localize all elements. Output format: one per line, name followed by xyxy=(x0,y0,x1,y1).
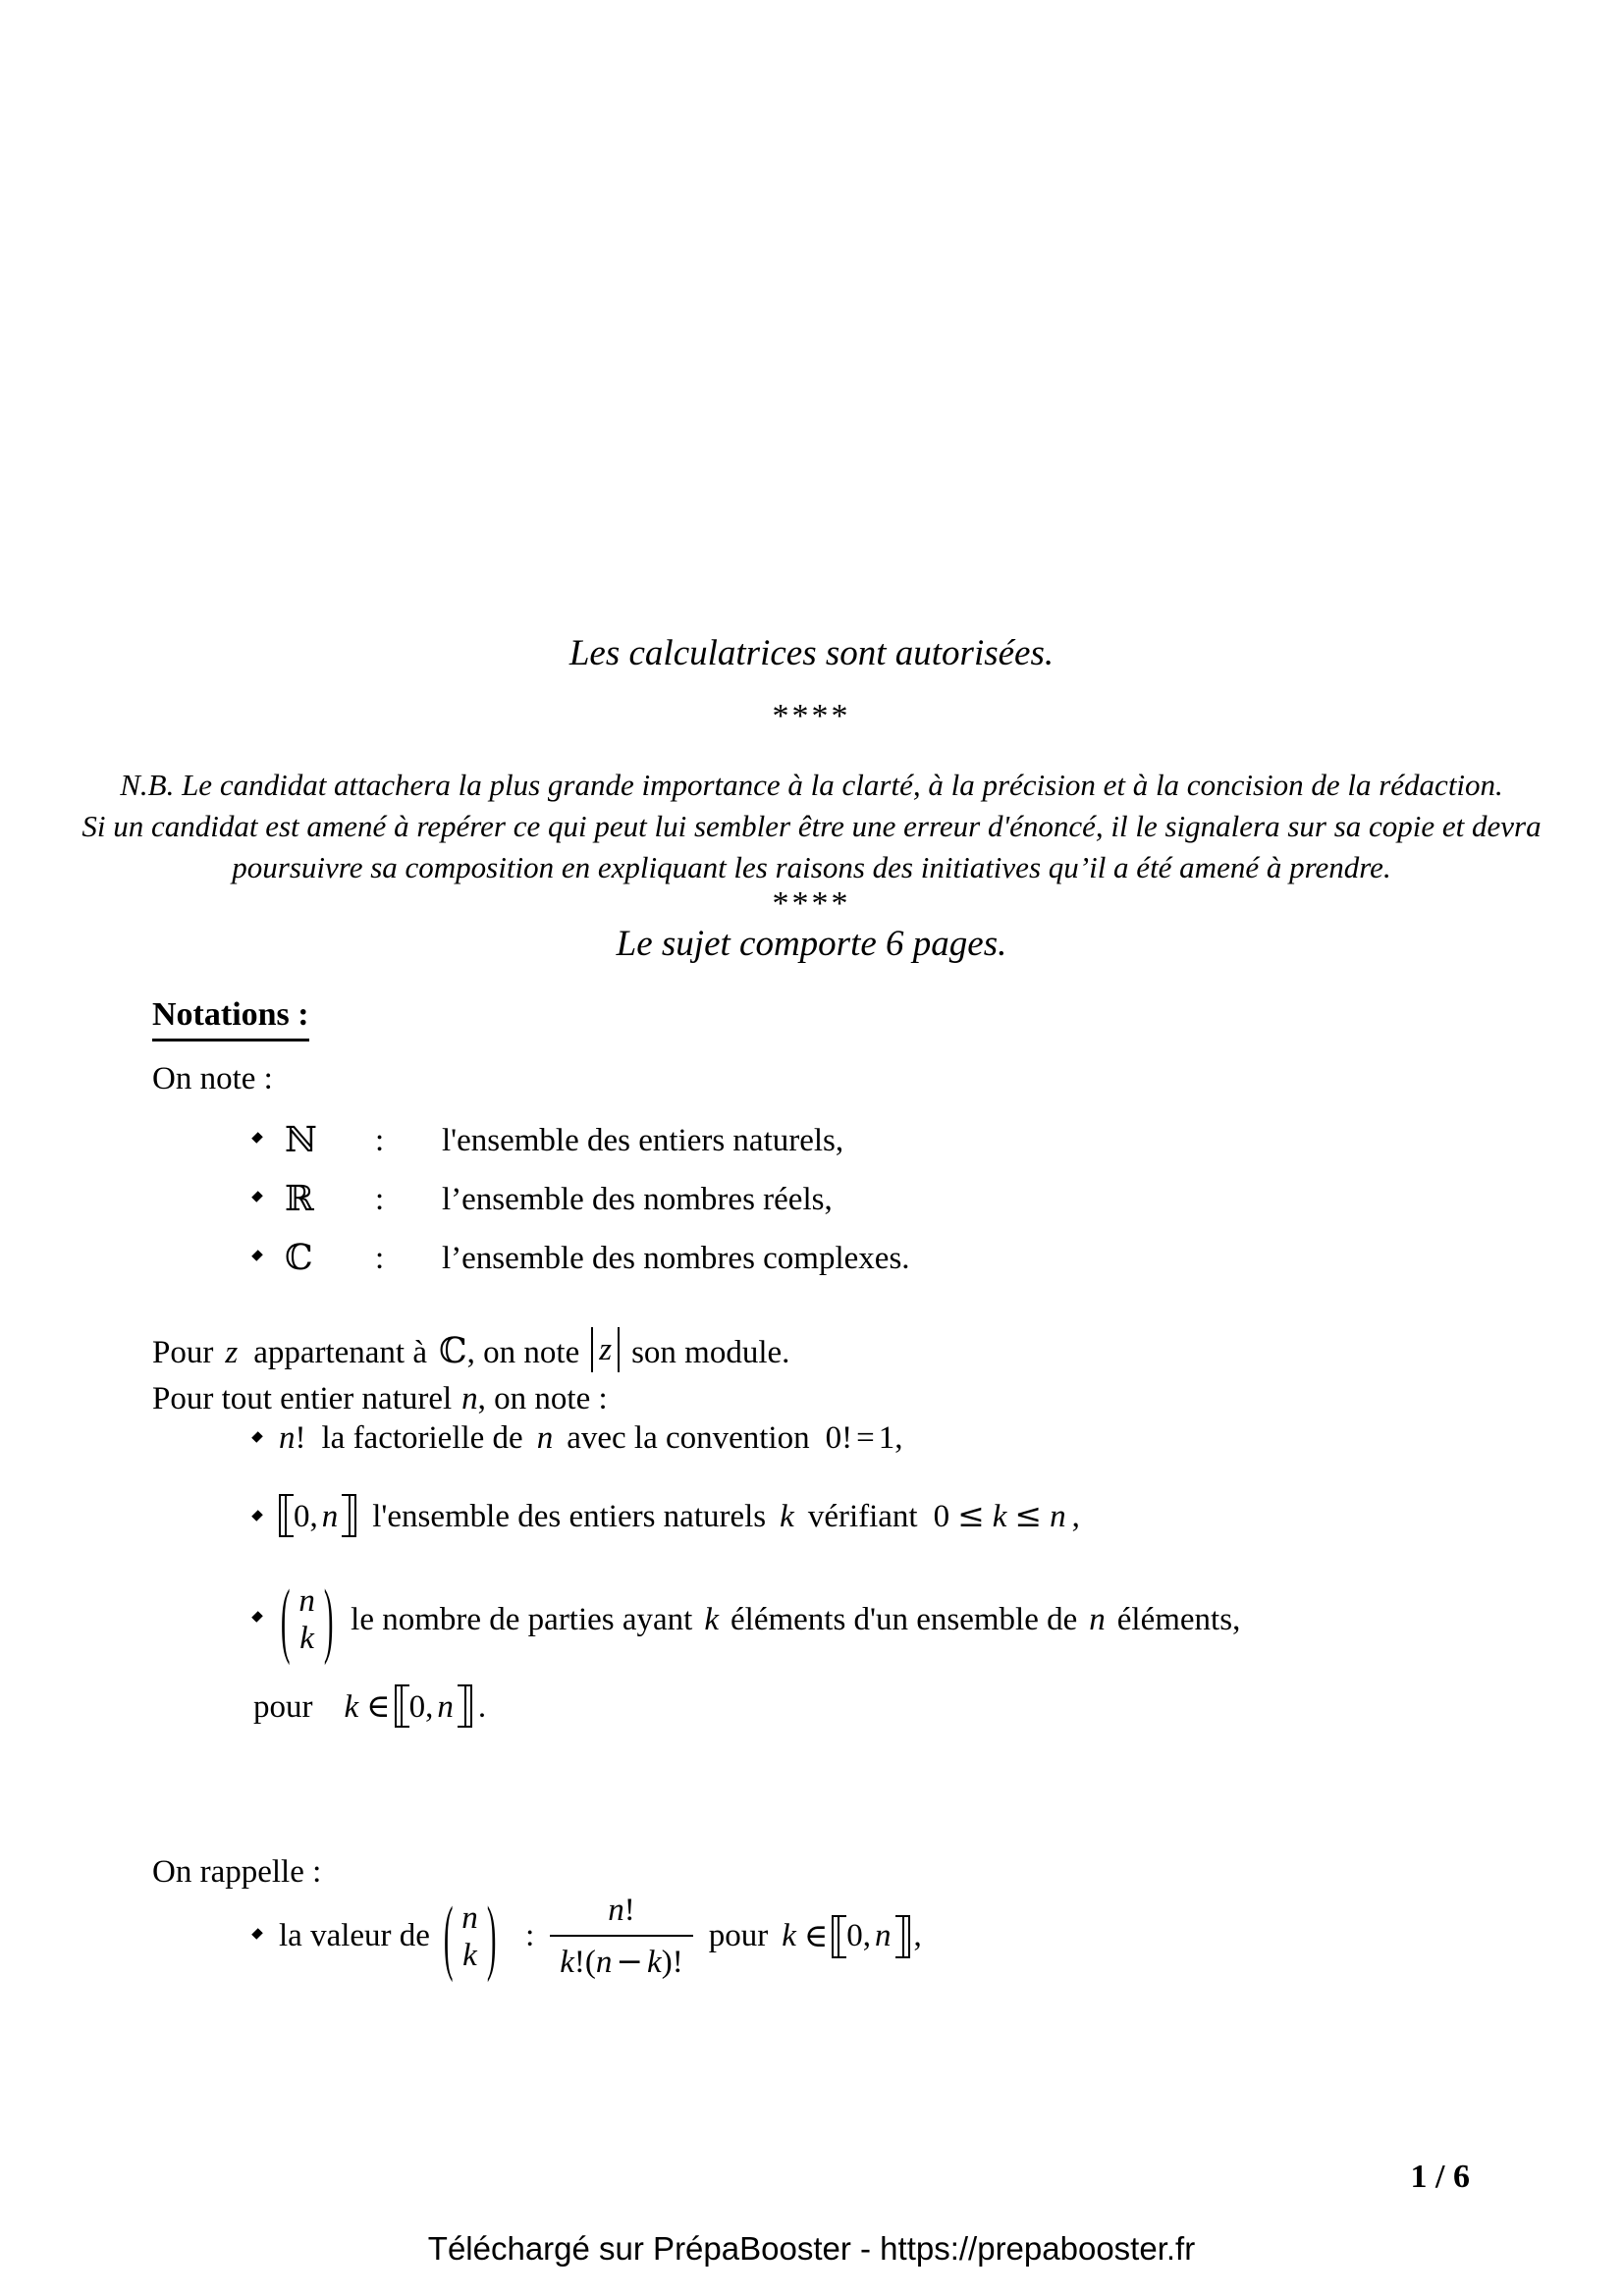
math-var-k: k xyxy=(704,1601,720,1637)
module-line-appartenant: appartenant à xyxy=(253,1335,427,1370)
bullet-diamond-icon xyxy=(251,1432,263,1444)
open-double-bracket xyxy=(832,1915,846,1958)
den-bang-paren: !( xyxy=(573,1944,596,1980)
interval-comma: , xyxy=(1071,1499,1080,1534)
math-var-n: n xyxy=(437,1689,454,1725)
module-line xyxy=(152,1327,789,1375)
close-double-bracket xyxy=(895,1915,910,1958)
notations-heading xyxy=(152,993,309,1041)
math-var-z: z xyxy=(599,1331,613,1367)
bullet-diamond-icon xyxy=(251,1192,263,1203)
minus-sign: − xyxy=(616,1941,644,1980)
big-paren-open: ( xyxy=(443,1888,454,1984)
binom-text-1: le nombre de parties ayant xyxy=(351,1601,693,1637)
math-var-k: k xyxy=(647,1944,662,1980)
pages-note: Le sujet comporte 6 pages. xyxy=(616,924,1007,964)
interval-verifiant: vérifiant xyxy=(807,1499,918,1534)
interval-bullet-line xyxy=(253,1494,1080,1538)
set-colon: : xyxy=(375,1240,385,1276)
math-var-k: k xyxy=(780,1499,794,1534)
math-var-k: k xyxy=(992,1499,1007,1534)
math-var-k: k xyxy=(299,1621,314,1656)
valeur-bullet-line xyxy=(253,1890,922,1984)
bullet-diamond-icon xyxy=(251,1251,263,1262)
factorial-bang: ! xyxy=(295,1420,306,1456)
separator-stars-2: **** xyxy=(772,885,851,922)
open-double-bracket xyxy=(395,1684,409,1728)
factorial-bullet-line xyxy=(253,1417,902,1460)
absolute-value-z xyxy=(591,1327,620,1372)
big-paren-close: ) xyxy=(323,1571,334,1667)
bullet-diamond-icon xyxy=(251,1928,263,1940)
nb-line-2: Si un candidat est amené à repérer ce qui peut lui sembler être une erreur d'énoncé, il le signalera sur sa copie et devra xyxy=(81,809,1542,843)
math-var-n: n xyxy=(1050,1499,1066,1534)
module-line-suite: son module. xyxy=(631,1335,790,1370)
binom-text-3: éléments, xyxy=(1116,1601,1241,1637)
abs-bar-right xyxy=(618,1327,620,1372)
rappel-heading: On rappelle : xyxy=(152,1854,322,1890)
binom-text-wrap xyxy=(351,1599,1240,1641)
blackboard-C-symbol: ℂ xyxy=(285,1238,313,1278)
fraction-numerator xyxy=(596,1890,647,1935)
set-item-reals xyxy=(253,1177,833,1223)
den-close-bang: )! xyxy=(661,1944,683,1980)
interval-text: l'ensemble des entiers naturels xyxy=(372,1499,767,1534)
bullet-diamond-icon xyxy=(251,1511,263,1522)
math-var-n: n xyxy=(875,1918,892,1954)
math-var-n: n xyxy=(279,1420,296,1456)
entier-line-rest: , on note : xyxy=(477,1381,608,1416)
entier-line-text: Pour tout entier naturel xyxy=(152,1381,453,1416)
nb-paragraph xyxy=(0,765,1623,888)
blackboard-N-symbol: ℕ xyxy=(285,1120,317,1160)
math-var-z: z xyxy=(225,1335,239,1370)
math-var-n: n xyxy=(608,1893,624,1928)
notations-heading-text: Notations : xyxy=(152,993,309,1041)
download-footer: Téléchargé sur PrépaBooster - https://prepabooster.fr xyxy=(427,2230,1196,2267)
element-of-sign: ∈ xyxy=(803,1916,829,1955)
math-var-k: k xyxy=(560,1944,574,1980)
element-of-sign: ∈ xyxy=(366,1686,391,1725)
set-item-complexes xyxy=(253,1236,910,1282)
factorial-text-1: la factorielle de xyxy=(321,1420,523,1456)
on-note-line: On note : xyxy=(152,1061,273,1096)
nb-line-1: N.B. Le candidat attachera la plus grande importance à la clarté, à la précision et à la concision de la rédaction. xyxy=(120,768,1503,802)
factorial-text-2: avec la convention xyxy=(567,1420,810,1456)
binomial-coefficient xyxy=(279,1571,335,1667)
valeur-colon: : xyxy=(525,1918,535,1954)
open-double-bracket xyxy=(279,1494,294,1537)
binomial-bullet-line xyxy=(253,1571,1241,1667)
set-label: l'ensemble des entiers naturels, xyxy=(442,1122,844,1158)
end-dot: . xyxy=(477,1689,487,1725)
interval-zero: 0, xyxy=(408,1689,434,1725)
nb-line-3: poursuivre sa composition en expliquant les raisons des initiatives qu’il a été amené à prendre. xyxy=(232,850,1391,884)
ineq-zero: 0 xyxy=(933,1499,950,1534)
pour-word: pour xyxy=(253,1689,313,1725)
interval-zero: 0, xyxy=(294,1499,318,1534)
factorial-bang: ! xyxy=(623,1893,635,1928)
set-colon: : xyxy=(375,1122,385,1158)
set-label: l’ensemble des nombres réels, xyxy=(442,1181,833,1217)
end-comma: , xyxy=(913,1918,922,1954)
separator-stars-1: **** xyxy=(772,698,851,734)
fraction-denominator xyxy=(550,1935,692,1984)
entier-line xyxy=(152,1378,608,1420)
math-var-k: k xyxy=(344,1689,359,1725)
close-double-bracket xyxy=(458,1684,472,1728)
close-double-bracket xyxy=(342,1494,356,1537)
set-item-naturals xyxy=(253,1118,843,1164)
math-var-k: k xyxy=(782,1918,796,1954)
module-line-on-note: , on note xyxy=(466,1335,580,1370)
bullet-diamond-icon xyxy=(251,1611,263,1623)
less-equal-sign: ≤ xyxy=(957,1496,985,1534)
math-var-n: n xyxy=(1089,1601,1106,1637)
binom-text-2: éléments d'un ensemble de xyxy=(730,1601,1078,1637)
zero-factorial: 0! xyxy=(825,1420,853,1456)
math-var-n: n xyxy=(461,1381,478,1416)
interval-zero: 0, xyxy=(846,1918,872,1954)
pour-word: pour xyxy=(708,1918,769,1954)
math-var-n: n xyxy=(536,1420,554,1456)
bullet-diamond-icon xyxy=(251,1133,263,1145)
module-line-pour: Pour xyxy=(152,1335,214,1370)
one-value: 1, xyxy=(878,1420,903,1456)
math-var-n: n xyxy=(321,1499,339,1534)
math-var-n: n xyxy=(461,1899,478,1936)
big-paren-close: ) xyxy=(486,1888,497,1984)
blackboard-C-symbol: ℂ xyxy=(439,1331,467,1371)
equals-sign: = xyxy=(856,1420,875,1456)
set-label: l’ensemble des nombres complexes. xyxy=(442,1240,910,1276)
less-equal-sign: ≤ xyxy=(1014,1496,1043,1534)
calculators-notice: Les calculatrices sont autorisées. xyxy=(568,633,1055,673)
math-var-n: n xyxy=(595,1944,613,1980)
valeur-pre: la valeur de xyxy=(279,1918,430,1954)
binomial-coefficient xyxy=(442,1888,498,1984)
math-var-n: n xyxy=(298,1583,315,1619)
set-colon: : xyxy=(375,1181,385,1217)
big-paren-open: ( xyxy=(280,1571,291,1667)
page-number: 1 / 6 xyxy=(1410,2159,1470,2195)
pour-line xyxy=(253,1684,486,1729)
math-var-k: k xyxy=(462,1937,477,1973)
blackboard-R-symbol: ℝ xyxy=(285,1179,314,1219)
fraction-n-factorial xyxy=(550,1890,692,1984)
